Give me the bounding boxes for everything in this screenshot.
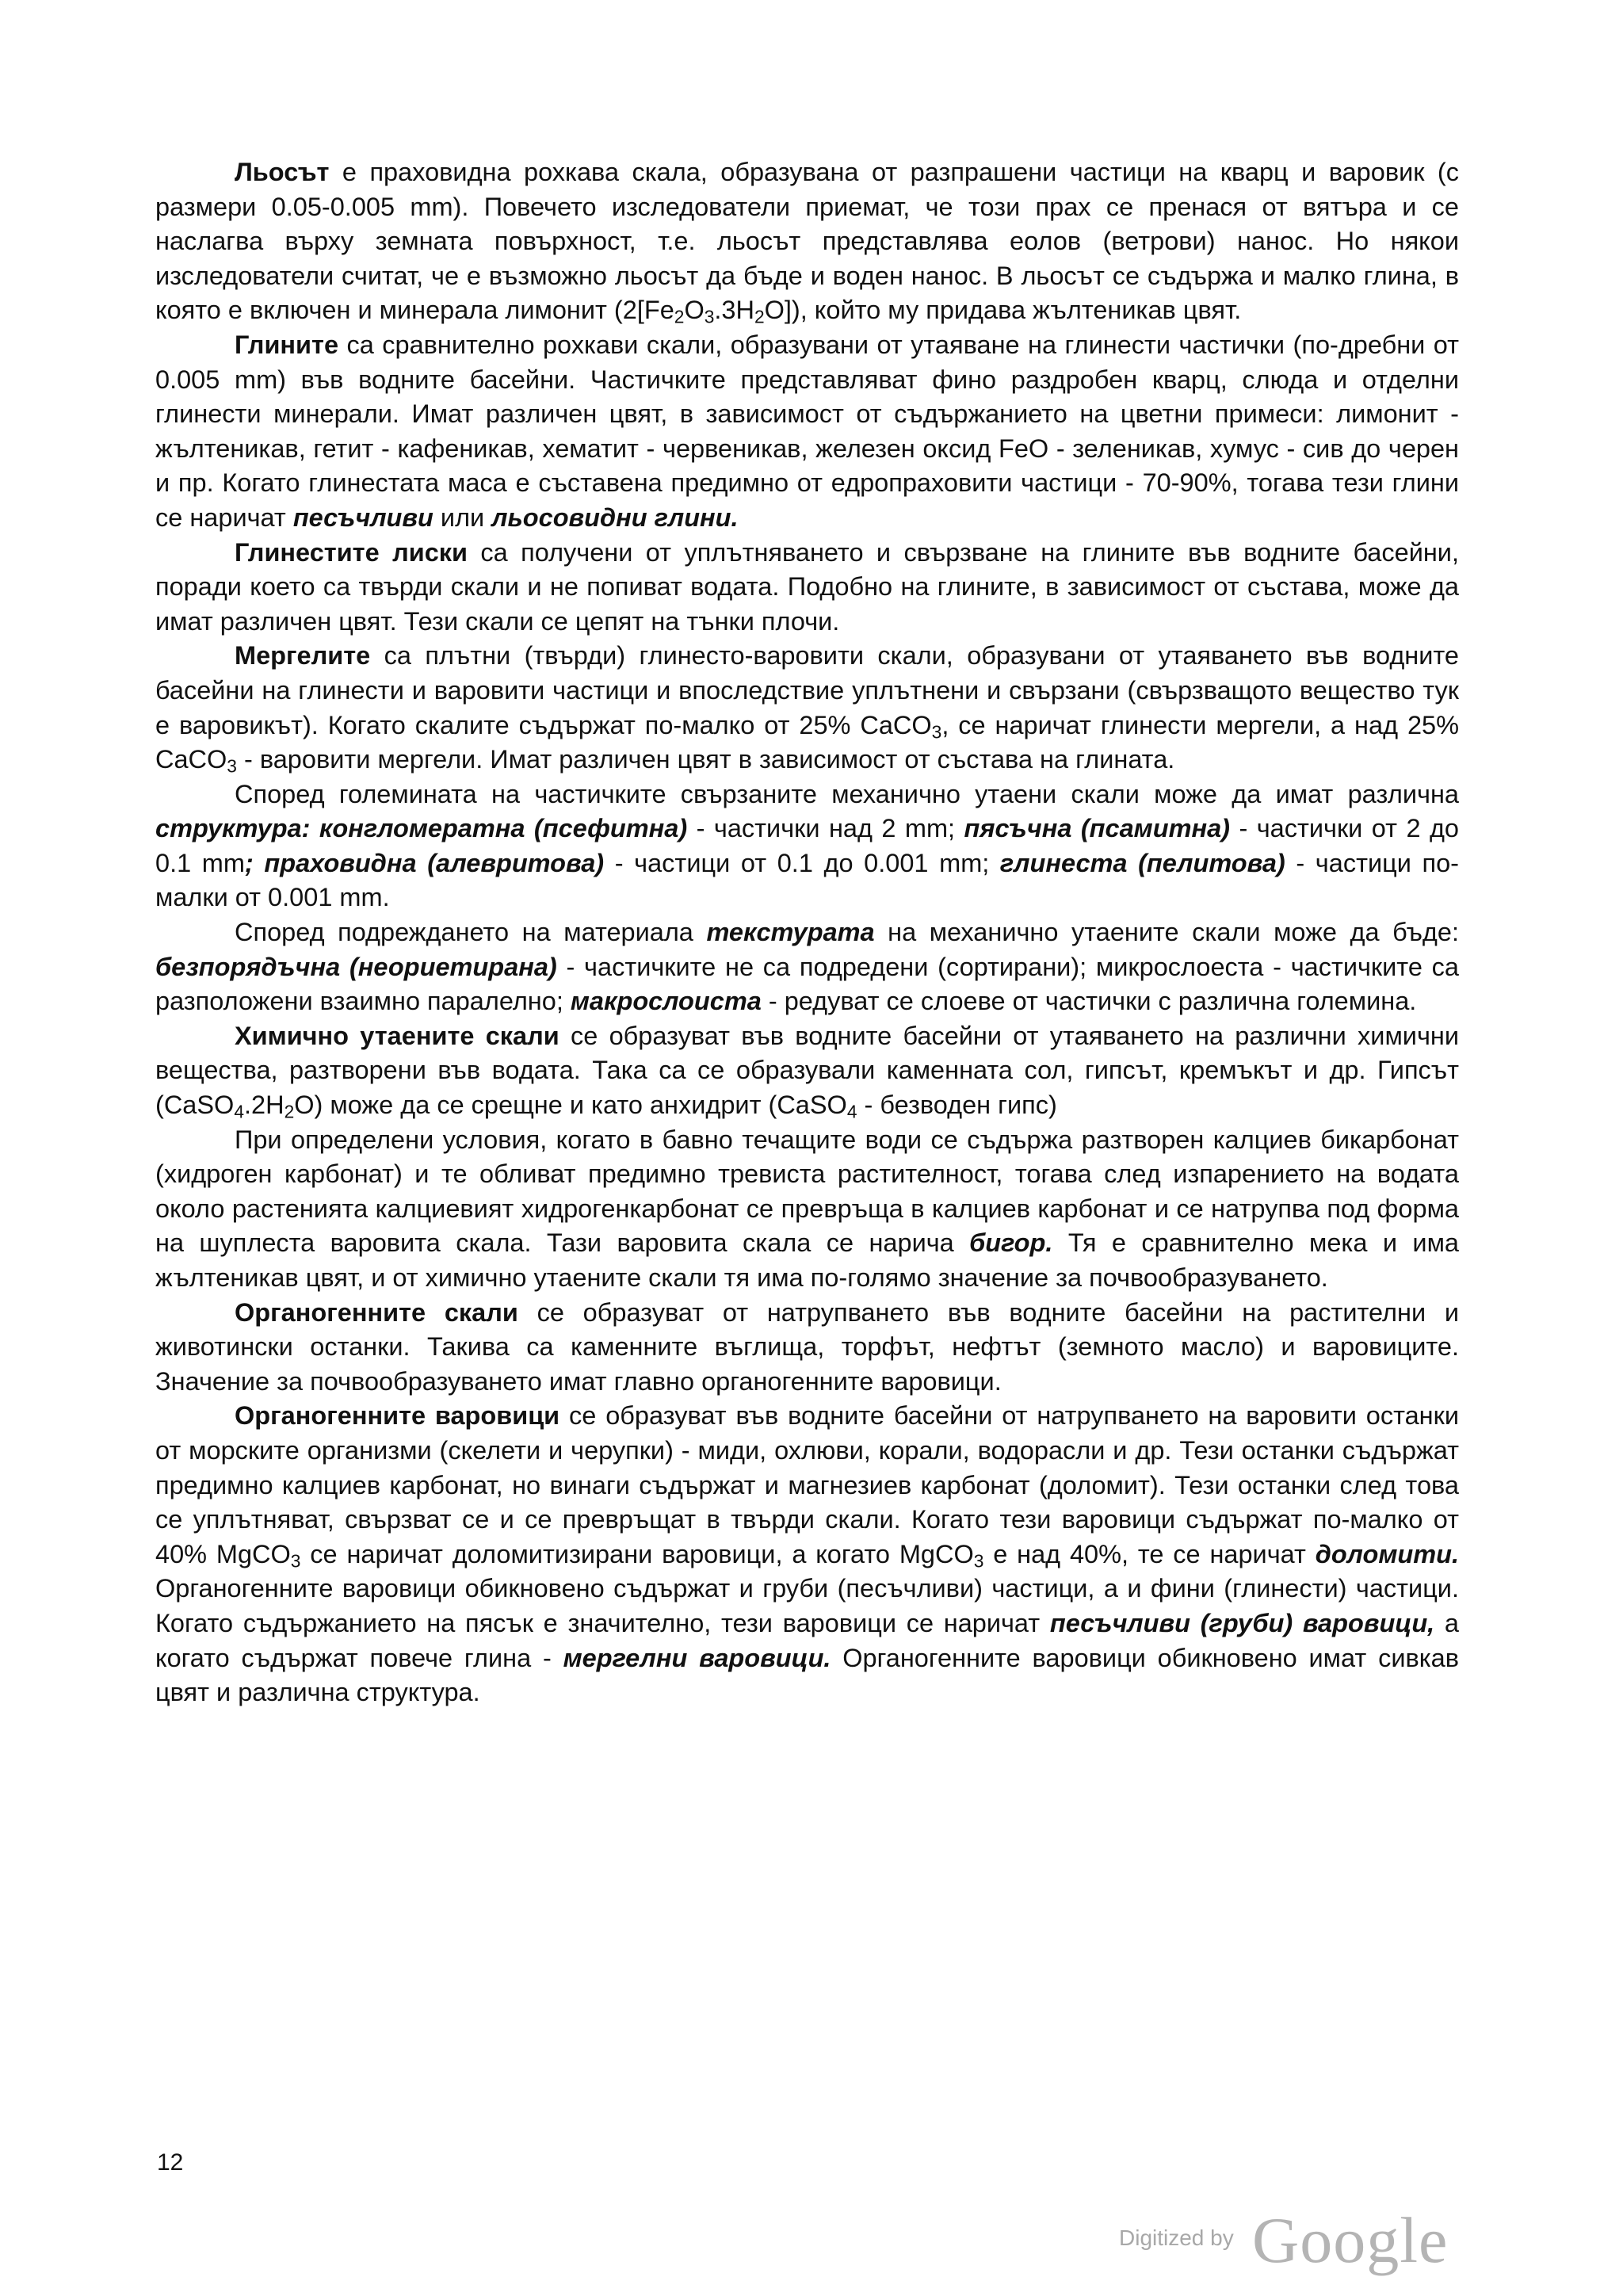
emphasis: глинеста (пелитова) — [999, 848, 1285, 877]
paragraph-organogenic-rocks — [155, 1296, 1459, 1400]
text-run: - частички от 2 до 0.1 mm — [155, 814, 1460, 877]
subscript: 3 — [227, 755, 237, 777]
subscript: 2 — [674, 307, 685, 328]
document-body — [155, 155, 1459, 1710]
paragraph-clays — [155, 328, 1459, 536]
emphasis: доломити. — [1315, 1539, 1459, 1568]
text-run: а когато съдържат повече глина - — [155, 1608, 1459, 1672]
subscript: 3 — [704, 307, 715, 328]
emphasis: песъчливи (груби) варовици, — [1049, 1608, 1435, 1637]
emphasis: льосовидни глини. — [491, 502, 739, 532]
emphasis: структура: конгломератна (псефитна) — [155, 814, 688, 843]
text-run: или — [433, 502, 492, 532]
paragraph-texture — [155, 915, 1459, 1019]
emphasis: безпорядъчна (неориетирана) — [155, 952, 557, 981]
text-run: , се наричат глинести мергели, а над 25% CaCO — [155, 710, 1460, 774]
text-run: се наричат доломитизирани варовици, а когато MgCO — [300, 1539, 974, 1568]
text-run: Органогенните варовици обикновено имат сивкав цвят и различна структура. — [155, 1643, 1460, 1707]
subscript: 2 — [284, 1101, 295, 1122]
subscript: 3 — [973, 1550, 984, 1572]
text-run: - редуват се слоеве от частички с различна големина. — [761, 987, 1417, 1016]
text-run: са получени от уплътняването и свързване на глините във водните басейни, поради което са твърди скали и не попиват водата. Подобно на глините, в зависимост от състава, може да имат различен цвят. Тези скали се цепят на тънки плочи. — [155, 537, 1459, 636]
term-organogenic-rocks: Органогенните скали — [235, 1297, 518, 1327]
emphasis: бигор. — [969, 1228, 1053, 1258]
text-run: се образуват във водните басейни от натрупването на варовити останки от морските организми (скелети и черупки) - миди, охлюви, корали, водорасли и др. Тези останки съдържат предимно калциев карбонат, но винаги съдържат и магнезиев карбонат (доломит). Тези останки след това се уплътняват, свързват се и се превръщат в твърди скали. Когато тези варовици съдържат по-малко от 40% MgCO — [155, 1401, 1459, 1568]
text-run: - безводен гипс) — [857, 1091, 1057, 1120]
subscript: 3 — [931, 721, 942, 743]
paragraph-organogenic-limestones — [155, 1399, 1459, 1710]
emphasis: ; праховидна (алевритова) — [244, 848, 605, 877]
paragraph-loess — [155, 155, 1459, 328]
text-run: .2H — [243, 1091, 285, 1120]
text-run: При определени условия, когато в бавно течащите води се съдържа разтворен калциев бикарбонат (хидроген карбонат) и те обливат предимно тревиста растителност, тогава след изпарението на водата около растенията калциевият хидрогенкарбонат се превръща в калциев карбонат и се натрупва под форма на шуплеста варовита скала. Тази варовита скала се нарича — [155, 1125, 1459, 1258]
emphasis: пясъчна (псамитна) — [964, 814, 1230, 843]
text-run: - частици по-малки от 0.001 mm. — [155, 848, 1459, 912]
paragraph-structure — [155, 777, 1459, 915]
text-run: - частичките не са подредени (сортирани); микрослоеста - частичките са разположени взаимно паралелно; — [155, 952, 1459, 1016]
emphasis: мергелни варовици. — [563, 1643, 831, 1672]
subscript: 4 — [846, 1101, 857, 1122]
text-run: са сравнително рохкави скали, образувани от утаяване на глинести частички (по-дребни от 0.005 mm) във водните басейни. Частичките представляват фино раздробен кварц, слюда и отделни глинести минерали. Имат различен цвят, в зависимост от съдържанието на цветни примеси: лимонит - жълтеникав, гетит - кафеникав, хематит - червеникав, железен оксид FeO - зеленикав, хумус - сив до черен и пр. Когато глинестата маса е съставена предимно от едропраховити частици - 70-90%, тогава тези глини се наричат — [155, 330, 1459, 532]
subscript: 3 — [290, 1550, 301, 1572]
text-run: - варовити мергели. Имат различен цвят в зависимост от състава на глината. — [236, 745, 1175, 774]
page-number: 12 — [157, 2149, 184, 2176]
text-run: на механично утаените скали може да бъде: — [874, 918, 1459, 947]
text-run: .3H — [714, 296, 754, 325]
text-run: - частици от 0.1 до 0.001 mm; — [604, 848, 1000, 877]
paragraph-clay-shales — [155, 536, 1459, 640]
emphasis: песъчливи — [292, 502, 433, 532]
term-clays: Глините — [235, 330, 339, 359]
emphasis: макрослоиста — [570, 987, 762, 1016]
text-run: се образуват във водните басейни от утаяването на различни химични вещества, разтворени във водата. Така са се образували каменната сол, гипсът, кремъкът и др. Гипсът (CaSO — [155, 1021, 1459, 1120]
text-run: Органогенните варовици обикновено съдържат и груби (песъчливи) частици, а и фини (глинести) частици. Когато съдържанието на пясък е значително, тези варовици се наричат — [155, 1574, 1459, 1637]
term-chemical-rocks: Химично утаените скали — [235, 1021, 559, 1050]
text-run: O) може да се срещне и като анхидрит (CaSO — [294, 1091, 847, 1120]
paragraph-travertine — [155, 1123, 1459, 1296]
emphasis: текстурата — [706, 918, 875, 947]
text-run: е праховидна рохкава скала, образувана от разпрашени частици на кварц и варовик (с размери 0.05-0.005 mm). Повечето изследователи приемат, че този прах се пренася от вятъра и се наслагва върху земната повърхност, т.е. льосът представлява еолов (ветрови) нанос. Но някои изследователи считат, че е възможно льосът да бъде и воден нанос. В льосът се съдържа и малко глина, в която е включен и минерала лимонит (2[Fe — [155, 158, 1459, 325]
subscript: 2 — [754, 307, 765, 328]
term-loess: Льосът — [235, 158, 330, 186]
subscript: 4 — [234, 1101, 244, 1122]
text-run: са плътни (твърди) глинесто-варовити скали, образувани от утаяването във водните басейни на глинести и варовити частици и впоследствие уплътнени и свързани (свързващото вещество тук е варовикът). Когато скалите съдържат по-малко от 25% CaCO — [155, 641, 1459, 739]
text-run: Според големината на частичките свързаните механично утаени скали може да имат различна — [235, 779, 1459, 808]
digitized-by-label: Digitized by — [1119, 2225, 1234, 2250]
paragraph-marls — [155, 639, 1459, 777]
term-marls: Мергелите — [235, 641, 371, 670]
text-run: O]), който му придава жълтеникав цвят. — [764, 296, 1242, 325]
text-run: е над 40%, те се наричат — [983, 1539, 1316, 1568]
paragraph-chemical-rocks — [155, 1019, 1459, 1123]
google-watermark-logo: Google — [1252, 2204, 1449, 2276]
text-run: Тя е сравнително мека и има жълтеникав цвят, и от химично утаените скали тя има по-голямо значение за почвообразуването. — [155, 1228, 1459, 1292]
term-clay-shales: Глинестите лиски — [235, 537, 468, 567]
text-run: Според подреждането на материала — [235, 918, 707, 947]
term-organogenic-limestones: Органогенните варовици — [235, 1401, 560, 1431]
text-run: O — [684, 296, 705, 325]
text-run: - частички над 2 mm; — [687, 814, 964, 843]
text-run: се образуват от натрупването във водните басейни на растителни и животински останки. Такива са каменните въглища, торфът, нефтът (земното масло) и варовиците. Значение за почвообразуването имат главно органогенните варовици. — [155, 1297, 1459, 1396]
